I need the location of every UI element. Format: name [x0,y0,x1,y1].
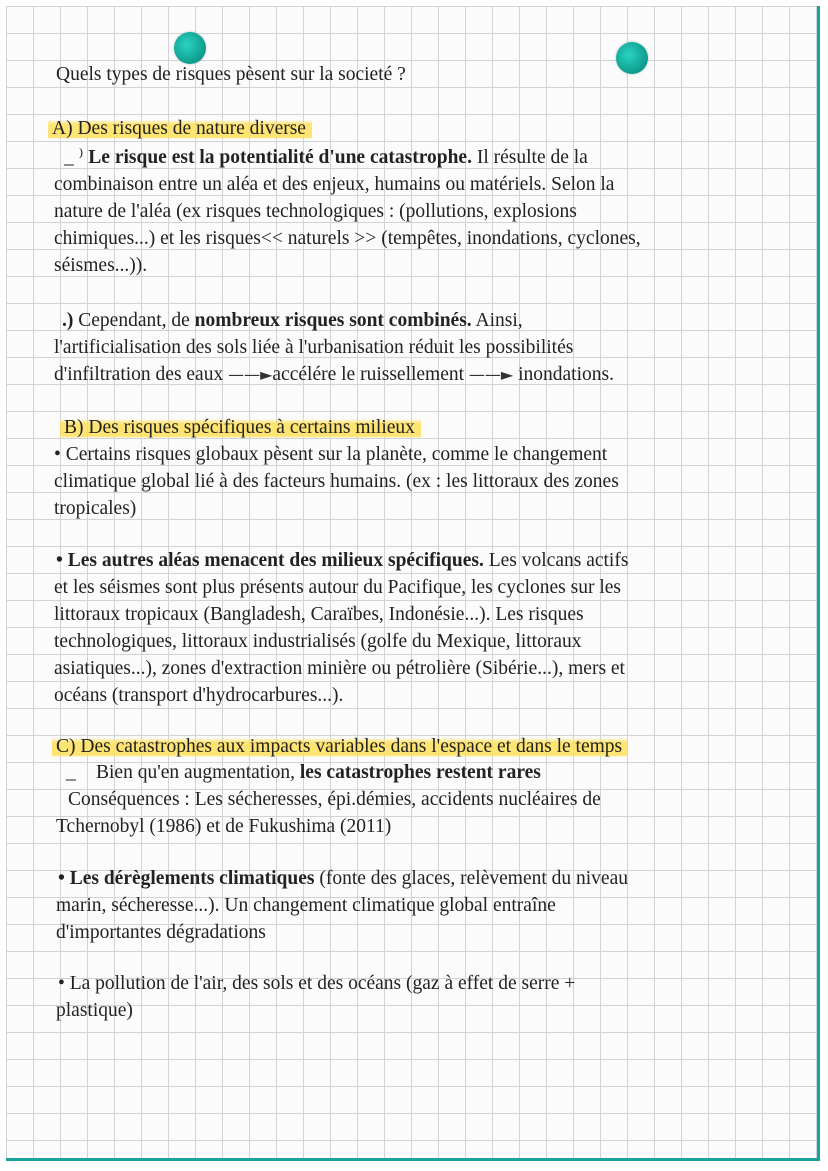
section-a-p2-line2 [54,335,573,361]
text: accélére le ruissellement [272,364,465,385]
section-b-heading [64,415,421,441]
section-c-p3-line1 [58,971,575,997]
section-b-p2-line2 [54,575,621,601]
text: • La pollution de l'air, des sols et des océans (gaz à effet de serre + [58,973,576,994]
section-b-heading-text: B) Des risques spécifiques à certains milieux [60,417,421,438]
section-a-heading-text: A) Des risques de nature diverse [48,118,312,139]
section-b-p1-line1 [54,442,607,468]
section-c-p2-line1 [58,866,628,892]
section-b-p1-line3 [54,496,136,522]
text: (fonte des glaces, relèvement du niveau [314,868,628,889]
text: nature de l'aléa (ex risques technologiques : (pollutions, explosions [54,201,577,222]
text: océans (transport d'hydrocarbures...). [54,685,344,706]
section-b-p1-line2 [54,469,619,495]
text: Cependant, de [73,310,195,331]
bold-text: Le risque est la potentialité d'une catastrophe. [88,147,472,168]
section-c-p2-line2 [56,893,556,919]
text: combinaison entre un aléa et des enjeux, humains ou matériels. Selon la [54,174,615,195]
bullet-dash: _ [64,147,74,168]
bold-text: • Les dérèglements climatiques [58,868,315,889]
bullet-mark: ⁾ [78,147,84,168]
text: • Certains risques globaux pèsent sur la planète, comme le changement [54,444,608,465]
text: tropicales) [54,498,137,519]
section-c-p3-line2 [56,998,133,1024]
text: séismes...)). [54,255,148,276]
section-c-p1-line2 [68,787,601,813]
arrow-right-icon: ——► [468,365,514,384]
text: d'infiltration des eaux [54,364,224,385]
text: marin, sécheresse...). Un changement climatique global entraîne [56,895,556,916]
text: et les séismes sont plus présents autour du Pacifique, les cyclones sur les [54,577,622,598]
bullet-dash: _ [66,762,76,783]
text: chimiques...) et les risques<< naturels >> (tempêtes, inondations, cyclones, [54,228,641,249]
bold-text: nombreux risques sont combinés. [194,310,472,331]
text: Tchernobyl (1986) et de Fukushima (2011) [56,816,392,837]
text: inondations. [518,364,614,385]
section-b-p2-line1 [56,548,628,574]
section-a-heading [52,116,312,142]
page-title-text: Quels types de risques pèsent sur la societé ? [56,64,406,85]
section-c-heading [56,734,628,760]
section-c-heading-text: C) Des catastrophes aux impacts variables dans l'espace et dans le temps [52,736,628,757]
section-c-p2-line3 [56,920,266,946]
section-b-p2-line5 [54,656,625,682]
bullet-mark: .) [62,310,74,331]
bold-text: les catastrophes restent rares [299,762,541,783]
section-b-p2-line4 [54,629,581,655]
arrow-right-icon: ——► [228,365,273,384]
page-title [56,62,406,88]
text: l'artificialisation des sols liée à l'urbanisation réduit les possibilités [54,337,574,358]
text: Ainsi, [471,310,523,331]
text: asiatiques...), zones d'extraction minière ou pétrolière (Sibérie...), mers et [54,658,625,679]
section-a-p1-line3 [54,199,577,225]
text: technologiques, littoraux industrialisés (golfe du Mexique, littoraux [54,631,582,652]
section-a-p1-line4 [54,226,641,252]
text: plastique) [56,1000,133,1021]
text: climatique global lié à des facteurs humains. (ex : les littoraux des zones [54,471,619,492]
section-a-p1-line5 [54,253,147,279]
text: Bien qu'en augmentation, [96,762,300,783]
text: Les volcans actifs [483,550,629,571]
text: littoraux tropicaux (Bangladesh, Caraïbes, Indonésie...). Les risques [54,604,584,625]
section-c-p1-line3 [56,814,391,840]
section-b-p2-line3 [54,602,584,628]
section-a-p1-line1 [64,145,588,171]
section-b-p2-line6 [54,683,343,709]
section-a-p2-line3 [54,362,614,388]
section-a-p1-line2 [54,172,614,198]
section-a-p2-line1 [62,308,523,334]
text: Conséquences : Les sécheresses, épi.démies, accidents nucléaires de [68,789,601,810]
text: Il résulte de la [471,147,588,168]
bold-text: • Les autres aléas menacent des milieux spécifiques. [56,550,484,571]
text: d'importantes dégradations [56,922,266,943]
section-c-p1-line1 [66,760,541,786]
